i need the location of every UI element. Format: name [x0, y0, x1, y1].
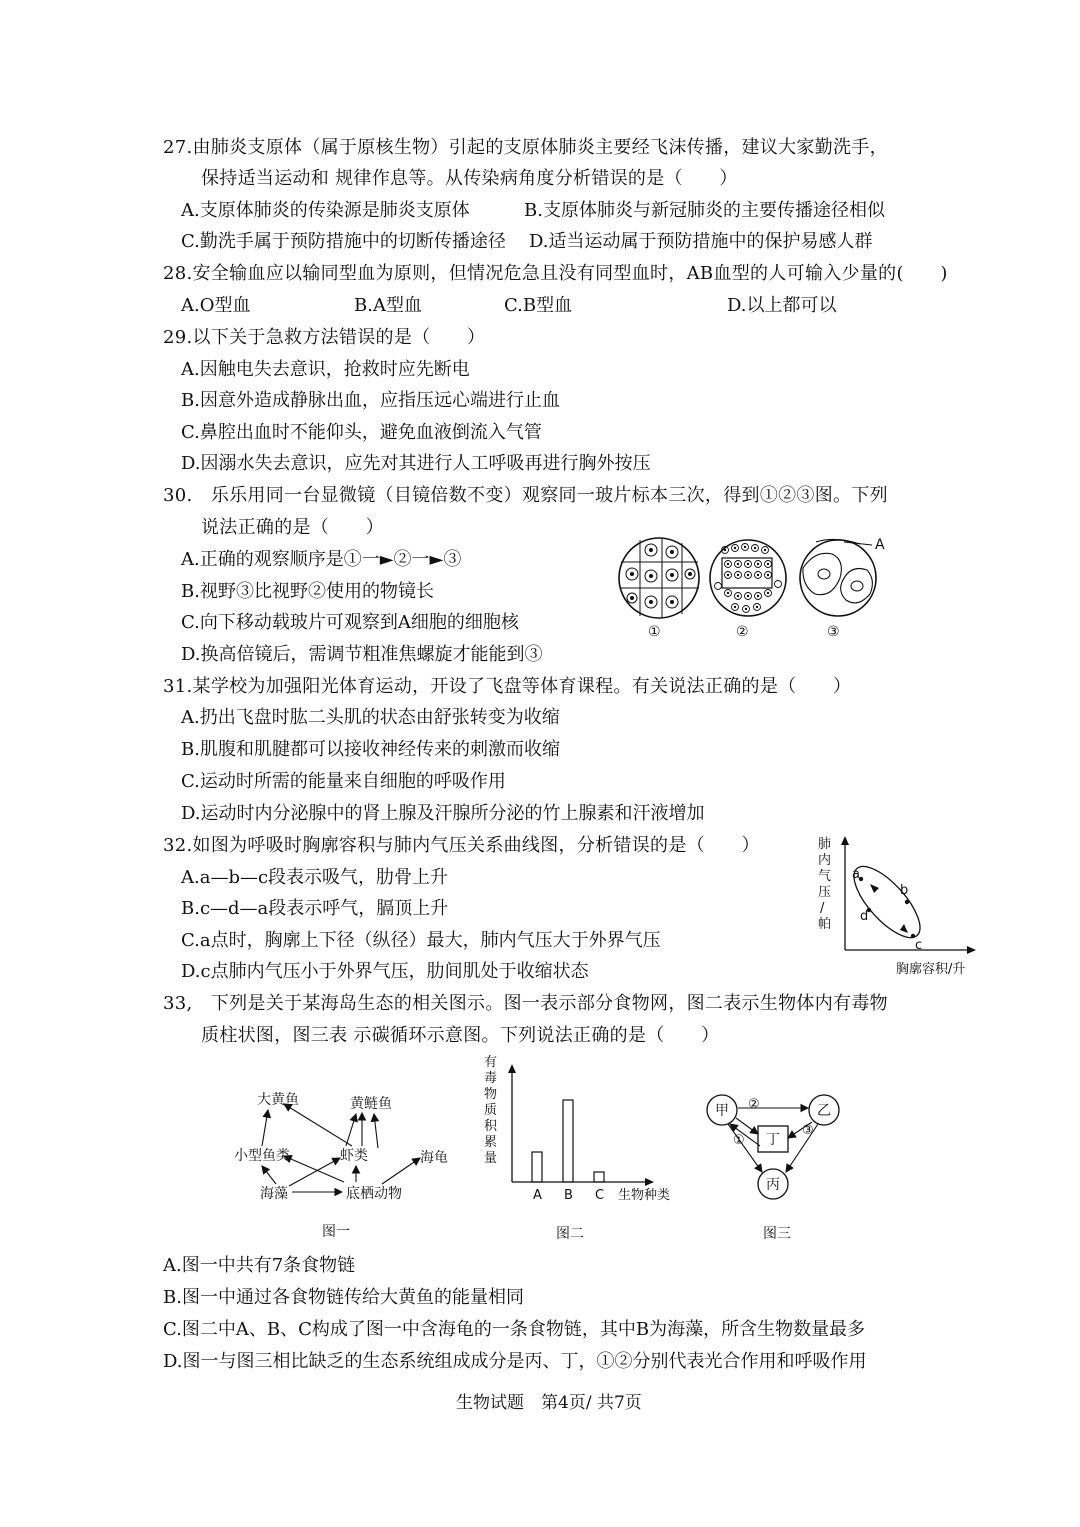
microscope-view-1 — [619, 538, 699, 618]
q30-option-a: A.正确的观察顺序是①一►②一►③ — [181, 549, 462, 570]
mark-3: ③ — [802, 1123, 814, 1138]
svg-text:内: 内 — [818, 853, 832, 868]
svg-text:量: 量 — [484, 1151, 498, 1166]
view-1-label: ① — [648, 624, 661, 640]
q27-option-a: A.支原体肺炎的传染源是肺炎支原体 — [181, 200, 470, 221]
q28-stem: 28.安全输血应以输同型血为原则，但情况危急且没有同型血时，AB血型的人可输入少量的( ) — [163, 263, 948, 284]
node-shrimp: 虾类 — [340, 1148, 368, 1164]
figure2-caption: 图二 — [556, 1226, 584, 1242]
svg-text:物: 物 — [484, 1087, 498, 1102]
q29-option-d: D.因溺水失去意识，应先对其进行人工呼吸再进行胸外按压 — [181, 453, 651, 474]
point-d-label: d — [860, 909, 869, 924]
svg-text:压: 压 — [818, 885, 832, 900]
svg-text:丁: 丁 — [766, 1132, 780, 1148]
bar-label-a: A — [533, 1188, 542, 1203]
point-b-label: b — [900, 883, 909, 898]
q29-option-a: A.因触电失去意识，抢救时应先断电 — [181, 359, 470, 380]
q32-option-d: D.c点肺内气压小于外界气压，肋间肌处于收缩状态 — [181, 961, 589, 982]
q31-stem: 31.某学校为加强阳光体育运动，开设了飞盘等体育课程。有关说法正确的是（ ） — [163, 676, 852, 697]
q33-stem-line1: 33, 下列是关于某海岛生态的相关图示。图一表示部分食物网，图二表示生物体内有毒物 — [163, 993, 888, 1014]
q33-option-d: D.图一与图三相比缺乏的生态系统组成成分是丙、丁，①②分别代表光合作用和呼吸作用 — [163, 1351, 867, 1372]
q30-option-d: D.换高倍镜后，需调节粗准焦螺旋才能能到③ — [181, 644, 543, 665]
q28-option-d: D.以上都可以 — [727, 295, 837, 316]
q31-option-a: A.扔出飞盘时肱二头肌的状态由舒张转变为收缩 — [181, 707, 560, 728]
svg-text:肺: 肺 — [818, 837, 832, 852]
q33-figure1-food-web — [222, 1086, 462, 1252]
svg-text:甲: 甲 — [715, 1103, 729, 1119]
q27-option-d: D.适当运动属于预防措施中的保护易感人群 — [529, 231, 873, 252]
q30-stem-line2: 说法正确的是（ ） — [201, 517, 384, 538]
q27-option-b: B.支原体肺炎与新冠肺炎的主要传播途径相似 — [524, 200, 885, 221]
view-3-label: ③ — [827, 624, 840, 640]
q27-stem-line2: 保持适当运动和 规律作息等。从传染病角度分析错误的是（ ） — [201, 168, 738, 189]
svg-text:乙: 乙 — [817, 1103, 831, 1119]
node-benthic-animals: 底栖动物 — [346, 1186, 402, 1202]
q29-stem: 29.以下关于急救方法错误的是（ ） — [163, 327, 486, 348]
q29-option-c: C.鼻腔出血时不能仰头，避免血液倒流入气管 — [181, 422, 542, 443]
q32-stem: 32.如图为呼吸时胸廓容积与肺内气压关系曲线图，分析错误的是（ ） — [163, 835, 760, 856]
svg-text:毒: 毒 — [484, 1071, 498, 1086]
q29-option-b: B.因意外造成静脉出血，应指压远心端进行止血 — [181, 390, 560, 411]
cell-a-label: A — [875, 537, 885, 553]
node-sea-turtle: 海龟 — [420, 1150, 448, 1166]
q33-figure3-carbon-cycle — [700, 1080, 850, 1252]
bar-c — [594, 1172, 604, 1182]
q27-stem-line1: 27.由肺炎支原体（属于原核生物）引起的支原体肺炎主要经飞沫传播，建议大家勤洗手， — [163, 137, 888, 158]
graph-y-axis-label — [818, 836, 831, 932]
microscope-view-3 — [800, 537, 885, 616]
point-a-label: a — [852, 867, 860, 882]
bar-a — [532, 1152, 542, 1182]
q28-option-a: A.O型血 — [181, 295, 251, 316]
point-c-label: c — [915, 938, 923, 953]
view-2-label: ② — [736, 624, 749, 640]
node-seaweed: 海藻 — [260, 1186, 288, 1202]
mark-2: ② — [748, 1097, 760, 1112]
node-yellow-fish: 黄鲢鱼 — [350, 1096, 392, 1112]
svg-text:累: 累 — [484, 1135, 498, 1150]
svg-text:气: 气 — [818, 869, 832, 884]
q32-pressure-volume-graph — [812, 832, 982, 980]
svg-text:丙: 丙 — [766, 1177, 780, 1193]
chart-y-axis-label — [484, 1055, 498, 1166]
bar-label-c: C — [595, 1188, 605, 1203]
q30-stem-line1: 30. 乐乐用同一台显微镜（目镜倍数不变）观察同一玻片标本三次，得到①②③图。下列 — [163, 485, 888, 506]
page-footer: 生物试题 第4页/ 共7页 — [456, 1393, 642, 1413]
svg-text:有: 有 — [484, 1055, 498, 1070]
figure1-caption: 图一 — [322, 1224, 350, 1240]
q33-figure2-bar-chart — [478, 1052, 688, 1252]
q33-option-a: A.图一中共有7条食物链 — [163, 1255, 356, 1276]
q30-microscope-figure — [610, 528, 900, 646]
q31-option-c: C.运动时所需的能量来自细胞的呼吸作用 — [181, 771, 506, 792]
microscope-view-2 — [710, 540, 786, 616]
chart-x-axis-label: 生物种类 — [618, 1188, 671, 1203]
svg-text:帕: 帕 — [818, 917, 832, 932]
q31-option-d: D.运动时内分泌腺中的肾上腺及汗腺所分泌的竹上腺素和汗液增加 — [181, 803, 705, 824]
node-large-yellow-croaker: 大黄鱼 — [257, 1092, 299, 1108]
q32-option-c: C.a点时，胸廓上下径（纵径）最大，肺内气压大于外界气压 — [181, 930, 661, 951]
bar-label-b: B — [564, 1188, 573, 1203]
q32-option-a: A.a—b—c段表示吸气，肋骨上升 — [181, 867, 449, 888]
q33-option-c: C.图二中A、B、C构成了图一中含海龟的一条食物链，其中B为海藻，所含生物数量最多 — [163, 1319, 866, 1340]
svg-text:质: 质 — [484, 1103, 498, 1118]
figure3-caption: 图三 — [763, 1226, 791, 1242]
svg-text:/: / — [820, 901, 825, 916]
q30-option-b: B.视野③比视野②使用的物镜长 — [181, 581, 434, 602]
svg-text:积: 积 — [484, 1119, 498, 1134]
q28-option-c: C.B型血 — [504, 295, 573, 316]
mark-1: ① — [733, 1133, 745, 1148]
node-small-fish: 小型鱼类 — [234, 1148, 290, 1164]
q27-option-c: C.勤洗手属于预防措施中的切断传播途径 — [181, 231, 506, 252]
q33-option-b: B.图一中通过各食物链传给大黄鱼的能量相同 — [163, 1287, 524, 1308]
q31-option-b: B.肌腹和肌腱都可以接收神经传来的刺激而收缩 — [181, 739, 560, 760]
q30-option-c: C.向下移动载玻片可观察到A细胞的细胞核 — [181, 612, 519, 633]
q33-stem-line2: 质柱状图，图三表 示碳循环示意图。下列说法正确的是（ ） — [201, 1025, 720, 1046]
graph-x-axis-label: 胸廓容积/升 — [896, 962, 966, 977]
bar-b — [563, 1100, 573, 1182]
q28-option-b: B.A型血 — [354, 295, 422, 316]
q32-option-b: B.c—d—a段表示呼气，膈顶上升 — [181, 898, 449, 919]
